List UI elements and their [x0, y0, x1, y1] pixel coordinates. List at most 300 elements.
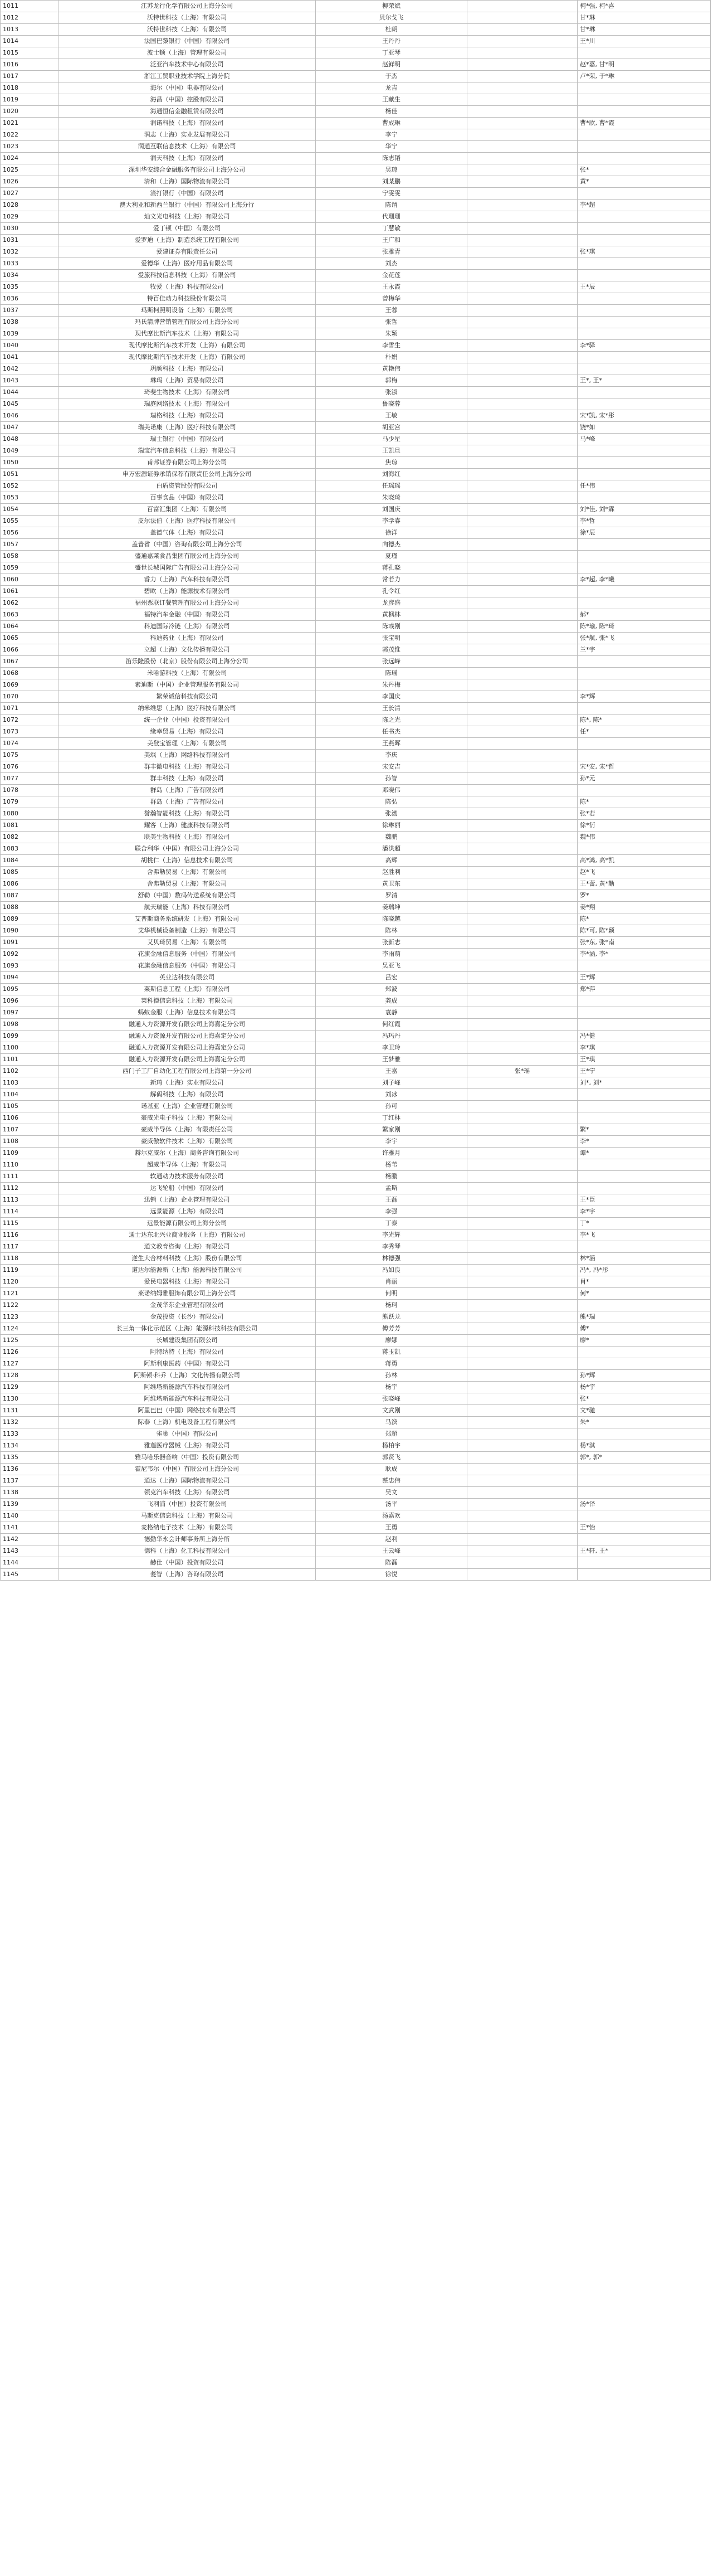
child-names-cell: 魏*伟 [578, 832, 711, 843]
note-cell [467, 1159, 578, 1171]
table-row [1, 609, 711, 621]
note-cell [467, 1031, 578, 1042]
row-number-cell: 1049 [1, 445, 58, 457]
table-row [1, 1370, 711, 1382]
row-number-cell: 1037 [1, 305, 58, 317]
note-cell [467, 1534, 578, 1545]
contact-name-cell: 向德杰 [316, 539, 467, 551]
row-number-cell: 1071 [1, 703, 58, 715]
table-row [1, 562, 711, 574]
child-names-cell [578, 539, 711, 551]
child-names-cell [578, 305, 711, 317]
child-names-cell: 郭*, 郭* [578, 1452, 711, 1464]
child-names-cell [578, 82, 711, 94]
contact-name-cell: 陈晓越 [316, 913, 467, 925]
row-number-cell: 1024 [1, 153, 58, 164]
table-row [1, 820, 711, 832]
company-name-cell: 雅马哈乐器音响（中国）投资有限公司 [58, 1452, 316, 1464]
company-name-cell: 浙江工贸职业技术学院上海分院 [58, 71, 316, 82]
contact-name-cell: 黄艳伟 [316, 363, 467, 375]
row-number-cell: 1038 [1, 317, 58, 328]
table-row [1, 129, 711, 141]
child-names-cell: 汤*泽 [578, 1499, 711, 1510]
company-name-cell: 逆生大合材料科技（上海）股份有限公司 [58, 1253, 316, 1265]
table-row [1, 71, 711, 82]
note-cell [467, 340, 578, 352]
note-cell [467, 761, 578, 773]
note-cell [467, 363, 578, 375]
contact-name-cell: 王蓉 [316, 305, 467, 317]
company-name-cell: 融通人力资源开发有限公司上海嘉定分公司 [58, 1042, 316, 1054]
company-name-cell: 清和（上海）国际物流有限公司 [58, 176, 316, 188]
company-name-cell: 海通恒信金融租赁有限公司 [58, 106, 316, 118]
note-cell [467, 1007, 578, 1019]
row-number-cell: 1063 [1, 609, 58, 621]
child-names-cell [578, 562, 711, 574]
table-row [1, 902, 711, 913]
note-cell [467, 1, 578, 12]
company-name-cell: 蚂蚁金服（上海）信息技术有限公司 [58, 1007, 316, 1019]
table-row [1, 913, 711, 925]
child-names-cell: 廖* [578, 1335, 711, 1347]
table-row [1, 539, 711, 551]
child-names-cell [578, 1300, 711, 1311]
note-cell [467, 867, 578, 878]
table-row [1, 843, 711, 855]
note-cell [467, 668, 578, 679]
table-row [1, 1253, 711, 1265]
table-row [1, 949, 711, 960]
child-names-cell: 王*蕾, 黄*勤 [578, 878, 711, 890]
child-names-cell: 姜*翔 [578, 902, 711, 913]
note-cell [467, 1042, 578, 1054]
table-row [1, 1031, 711, 1042]
row-number-cell: 1092 [1, 949, 58, 960]
row-number-cell: 1059 [1, 562, 58, 574]
note-cell [467, 586, 578, 597]
table-row [1, 1428, 711, 1440]
company-name-cell: 玛斯柯照明设备（上海）有限公司 [58, 305, 316, 317]
child-names-cell [578, 1510, 711, 1522]
contact-name-cell: 王广和 [316, 235, 467, 246]
note-cell [467, 808, 578, 820]
table-row [1, 141, 711, 153]
contact-name-cell: 柳荣斌 [316, 1, 467, 12]
company-name-cell: 长三角一体化示范区（上海）能源科技科技有限公司 [58, 1323, 316, 1335]
company-name-cell: 百富汇集团（上海）有限公司 [58, 504, 316, 516]
note-cell [467, 317, 578, 328]
row-number-cell: 1118 [1, 1253, 58, 1265]
child-names-cell [578, 656, 711, 668]
child-names-cell [578, 398, 711, 410]
table-row [1, 644, 711, 656]
table-row [1, 153, 711, 164]
table-row [1, 621, 711, 633]
note-cell [467, 1101, 578, 1112]
table-row [1, 586, 711, 597]
row-number-cell: 1135 [1, 1452, 58, 1464]
row-number-cell: 1105 [1, 1101, 58, 1112]
note-cell [467, 1241, 578, 1253]
contact-name-cell: 张雅青 [316, 246, 467, 258]
table-row [1, 574, 711, 586]
company-name-cell: 马斯克信息科技（上海）有限公司 [58, 1510, 316, 1522]
contact-name-cell: 李光辉 [316, 1229, 467, 1241]
note-cell [467, 246, 578, 258]
child-names-cell: 甘*琳 [578, 24, 711, 36]
child-names-cell [578, 1101, 711, 1112]
contact-name-cell: 孟斯 [316, 1183, 467, 1194]
table-row [1, 1042, 711, 1054]
table-row [1, 960, 711, 972]
note-cell [467, 258, 578, 270]
table-row [1, 492, 711, 504]
row-number-cell: 1133 [1, 1428, 58, 1440]
row-number-cell: 1046 [1, 410, 58, 422]
note-cell [467, 504, 578, 516]
table-row [1, 1382, 711, 1393]
child-names-cell: 张*航, 张*飞 [578, 633, 711, 644]
row-number-cell: 1067 [1, 656, 58, 668]
child-names-cell: 赵*飞 [578, 867, 711, 878]
company-name-cell: 雀巢（中国）有限公司 [58, 1428, 316, 1440]
company-name-cell: 融通人力资源开发有限公司上海嘉定分公司 [58, 1019, 316, 1031]
row-number-cell: 1068 [1, 668, 58, 679]
row-number-cell: 1064 [1, 621, 58, 633]
row-number-cell: 1034 [1, 270, 58, 281]
table-row [1, 984, 711, 995]
contact-name-cell: 孙可 [316, 1101, 467, 1112]
note-cell [467, 434, 578, 445]
company-name-cell: 群丰科技（上海）有限公司 [58, 773, 316, 785]
contact-name-cell: 李雨萌 [316, 949, 467, 960]
child-names-cell: 李*超, 李*曦 [578, 574, 711, 586]
note-cell [467, 937, 578, 949]
table-row [1, 1475, 711, 1487]
table-row [1, 94, 711, 106]
row-number-cell: 1117 [1, 1241, 58, 1253]
contact-name-cell: 刘冰 [316, 1089, 467, 1101]
note-cell [467, 1229, 578, 1241]
child-names-cell: 熊*瑞 [578, 1311, 711, 1323]
child-names-cell: 傅* [578, 1323, 711, 1335]
row-number-cell: 1057 [1, 539, 58, 551]
company-name-cell: 阿斯顿·科乔（上海）文化传播有限公司 [58, 1370, 316, 1382]
contact-name-cell: 郭茂惟 [316, 644, 467, 656]
note-cell [467, 375, 578, 387]
company-name-cell: 美登宝管理（上海）有限公司 [58, 738, 316, 750]
child-names-cell: 李*飞 [578, 1229, 711, 1241]
contact-name-cell: 杨苇 [316, 1159, 467, 1171]
table-row [1, 1101, 711, 1112]
contact-name-cell: 李卫玲 [316, 1042, 467, 1054]
company-name-cell: 盛世长城国际广告有限公司上海分公司 [58, 562, 316, 574]
table-row [1, 1206, 711, 1218]
row-number-cell: 1102 [1, 1066, 58, 1077]
contact-name-cell: 焦琼 [316, 457, 467, 469]
table-row [1, 223, 711, 235]
contact-name-cell: 龙彦盛 [316, 597, 467, 609]
contact-name-cell: 于杰 [316, 71, 467, 82]
table-row [1, 480, 711, 492]
row-number-cell: 1081 [1, 820, 58, 832]
table-row [1, 1148, 711, 1159]
company-name-cell: 际泰（上海）机电设备工程有限公司 [58, 1417, 316, 1428]
contact-name-cell: 李庆 [316, 750, 467, 761]
table-row [1, 1007, 711, 1019]
contact-name-cell: 马滨 [316, 1417, 467, 1428]
note-cell [467, 960, 578, 972]
note-cell [467, 1124, 578, 1136]
child-names-cell: 徐*衍 [578, 820, 711, 832]
note-cell [467, 211, 578, 223]
row-number-cell: 1056 [1, 527, 58, 539]
note-cell [467, 153, 578, 164]
contact-name-cell: 陈磊 [316, 1557, 467, 1569]
row-number-cell: 1027 [1, 188, 58, 200]
contact-name-cell: 繁家刚 [316, 1124, 467, 1136]
table-row [1, 1288, 711, 1300]
company-name-cell: 沃特世科技（上海）有限公司 [58, 12, 316, 24]
child-names-cell [578, 1569, 711, 1581]
row-number-cell: 1051 [1, 469, 58, 480]
child-names-cell: 陈* [578, 796, 711, 808]
child-names-cell [578, 1019, 711, 1031]
child-names-cell [578, 1534, 711, 1545]
contact-name-cell: 邓晓伟 [316, 785, 467, 796]
company-name-cell: 远景能源有限公司上海分公司 [58, 1218, 316, 1229]
contact-name-cell: 龙吉 [316, 82, 467, 94]
table-row [1, 1545, 711, 1557]
contact-name-cell: 何红霞 [316, 1019, 467, 1031]
row-number-cell: 1060 [1, 574, 58, 586]
note-cell [467, 890, 578, 902]
contact-name-cell: 孙林 [316, 1370, 467, 1382]
table-row [1, 855, 711, 867]
contact-name-cell: 郭贤飞 [316, 1452, 467, 1464]
contact-name-cell: 贝尔戈飞 [316, 12, 467, 24]
child-names-cell [578, 1171, 711, 1183]
table-row [1, 1452, 711, 1464]
child-names-cell [578, 141, 711, 153]
company-name-cell: 金茂华东企业管理有限公司 [58, 1300, 316, 1311]
contact-name-cell: 龚成 [316, 995, 467, 1007]
table-row [1, 878, 711, 890]
company-name-cell: 金茂投资（长沙）有限公司 [58, 1311, 316, 1323]
child-names-cell: 张* [578, 1393, 711, 1405]
contact-name-cell: 宁雯雯 [316, 188, 467, 200]
contact-name-cell: 吴文 [316, 1487, 467, 1499]
child-names-cell: 肖* [578, 1276, 711, 1288]
table-row [1, 597, 711, 609]
company-name-cell: 睿力（上海）汽车科技有限公司 [58, 574, 316, 586]
row-number-cell: 1144 [1, 1557, 58, 1569]
note-cell [467, 457, 578, 469]
note-cell [467, 1557, 578, 1569]
contact-name-cell: 鲁晓蓉 [316, 398, 467, 410]
row-number-cell: 1131 [1, 1405, 58, 1417]
child-names-cell [578, 551, 711, 562]
child-names-cell [578, 1089, 711, 1101]
contact-name-cell: 李强 [316, 1206, 467, 1218]
contact-name-cell: 潘洪超 [316, 843, 467, 855]
note-cell [467, 539, 578, 551]
row-number-cell: 1076 [1, 761, 58, 773]
contact-name-cell: 丁亚琴 [316, 47, 467, 59]
row-number-cell: 1129 [1, 1382, 58, 1393]
row-number-cell: 1127 [1, 1358, 58, 1370]
child-names-cell: 李*宇 [578, 1206, 711, 1218]
contact-name-cell: 陈弘 [316, 796, 467, 808]
row-number-cell: 1045 [1, 398, 58, 410]
row-number-cell: 1134 [1, 1440, 58, 1452]
contact-name-cell: 冯如良 [316, 1265, 467, 1276]
company-name-cell: 舍弗勒贸易（上海）有限公司 [58, 878, 316, 890]
child-names-cell [578, 293, 711, 305]
child-names-cell [578, 679, 711, 691]
table-row [1, 469, 711, 480]
contact-name-cell: 曹成琳 [316, 118, 467, 129]
company-name-cell: 白盾资管股份有限公司 [58, 480, 316, 492]
note-cell [467, 715, 578, 726]
row-number-cell: 1141 [1, 1522, 58, 1534]
company-name-cell: 爱罗迪（上海）制造系统工程有限公司 [58, 235, 316, 246]
child-names-cell [578, 785, 711, 796]
child-names-cell [578, 586, 711, 597]
row-number-cell: 1031 [1, 235, 58, 246]
note-cell [467, 1194, 578, 1206]
child-names-cell [578, 1241, 711, 1253]
note-cell [467, 633, 578, 644]
row-number-cell: 1030 [1, 223, 58, 235]
company-name-cell: 道达尔能源新（上海）能源科技有限公司 [58, 1265, 316, 1276]
child-names-cell [578, 317, 711, 328]
company-name-cell: 甫邦证券有限公司上海分公司 [58, 457, 316, 469]
table-row [1, 925, 711, 937]
table-row [1, 1136, 711, 1148]
company-name-cell: 豪威傲软件技术（上海）有限公司 [58, 1136, 316, 1148]
child-names-cell: 兰*宇 [578, 644, 711, 656]
child-names-cell [578, 1183, 711, 1194]
contact-name-cell: 陈瑶 [316, 668, 467, 679]
note-cell [467, 1077, 578, 1089]
row-number-cell: 1026 [1, 176, 58, 188]
row-number-cell: 1055 [1, 516, 58, 527]
table-row [1, 457, 711, 469]
note-cell [467, 878, 578, 890]
row-number-cell: 1069 [1, 679, 58, 691]
company-name-cell: 科迪药业（上海）有限公司 [58, 633, 316, 644]
table-row [1, 1241, 711, 1253]
table-row [1, 726, 711, 738]
child-names-cell [578, 1428, 711, 1440]
note-cell [467, 1300, 578, 1311]
table-row [1, 106, 711, 118]
company-name-cell: 盖德气体（上海）有限公司 [58, 527, 316, 539]
note-cell [467, 1112, 578, 1124]
table-row [1, 750, 711, 761]
contact-name-cell: 胡亚宫 [316, 422, 467, 434]
table-row [1, 1159, 711, 1171]
note-cell [467, 1288, 578, 1300]
table-row [1, 1522, 711, 1534]
row-number-cell: 1079 [1, 796, 58, 808]
child-names-cell [578, 597, 711, 609]
note-cell [467, 235, 578, 246]
note-cell [467, 1054, 578, 1066]
child-names-cell: 刘*, 刘* [578, 1077, 711, 1089]
row-number-cell: 1062 [1, 597, 58, 609]
row-number-cell: 1122 [1, 1300, 58, 1311]
row-number-cell: 1017 [1, 71, 58, 82]
company-name-cell: 瑞庭网络技术（上海）有限公司 [58, 398, 316, 410]
note-cell [467, 410, 578, 422]
contact-name-cell: 宋安吉 [316, 761, 467, 773]
company-name-cell: 现代摩比斯汽车技术开发（上海）有限公司 [58, 352, 316, 363]
row-number-cell: 1091 [1, 937, 58, 949]
child-names-cell: 罗* [578, 890, 711, 902]
company-name-cell: 瑞格科技（上海）有限公司 [58, 410, 316, 422]
contact-name-cell: 曾梅华 [316, 293, 467, 305]
table-row [1, 691, 711, 703]
contact-name-cell: 夏瑾 [316, 551, 467, 562]
table-row [1, 1077, 711, 1089]
row-number-cell: 1036 [1, 293, 58, 305]
note-cell [467, 1311, 578, 1323]
row-number-cell: 1138 [1, 1487, 58, 1499]
table-row [1, 527, 711, 539]
table-row [1, 47, 711, 59]
note-cell [467, 1487, 578, 1499]
note-cell [467, 1428, 578, 1440]
contact-name-cell: 李宁 [316, 129, 467, 141]
note-cell [467, 1089, 578, 1101]
note-cell [467, 398, 578, 410]
contact-name-cell: 张新志 [316, 937, 467, 949]
child-names-cell [578, 995, 711, 1007]
row-number-cell: 1086 [1, 878, 58, 890]
child-names-cell: 张*东, 张*南 [578, 937, 711, 949]
note-cell [467, 843, 578, 855]
table-row [1, 1569, 711, 1581]
company-name-cell: 波士顿（上海）管理有限公司 [58, 47, 316, 59]
contact-name-cell: 汤平 [316, 1499, 467, 1510]
note-cell [467, 820, 578, 832]
contact-name-cell: 何明 [316, 1288, 467, 1300]
note-cell [467, 609, 578, 621]
contact-name-cell: 徐洋 [316, 527, 467, 539]
company-name-cell: 达飞轮船（中国）有限公司 [58, 1183, 316, 1194]
company-name-cell: 誉瀚智能科技（上海）有限公司 [58, 808, 316, 820]
company-name-cell: 雅莲医疗器械（上海）有限公司 [58, 1440, 316, 1452]
note-cell [467, 106, 578, 118]
note-cell [467, 387, 578, 398]
note-cell [467, 1019, 578, 1031]
note-cell [467, 527, 578, 539]
company-name-cell: 麦格纳电子技术（上海）有限公司 [58, 1522, 316, 1534]
company-name-cell: 米哈游科技（上海）有限公司 [58, 668, 316, 679]
company-name-cell: 法国巴黎银行（中国）有限公司 [58, 36, 316, 47]
row-number-cell: 1113 [1, 1194, 58, 1206]
child-names-cell: 王*辰 [578, 281, 711, 293]
contact-name-cell: 王燕晖 [316, 738, 467, 750]
table-row [1, 1510, 711, 1522]
row-number-cell: 1054 [1, 504, 58, 516]
company-name-cell: 超威半导体（上海）有限公司 [58, 1159, 316, 1171]
company-name-cell: 现代摩比斯汽车技术（上海）有限公司 [58, 328, 316, 340]
row-number-cell: 1082 [1, 832, 58, 843]
contact-name-cell: 张宝明 [316, 633, 467, 644]
